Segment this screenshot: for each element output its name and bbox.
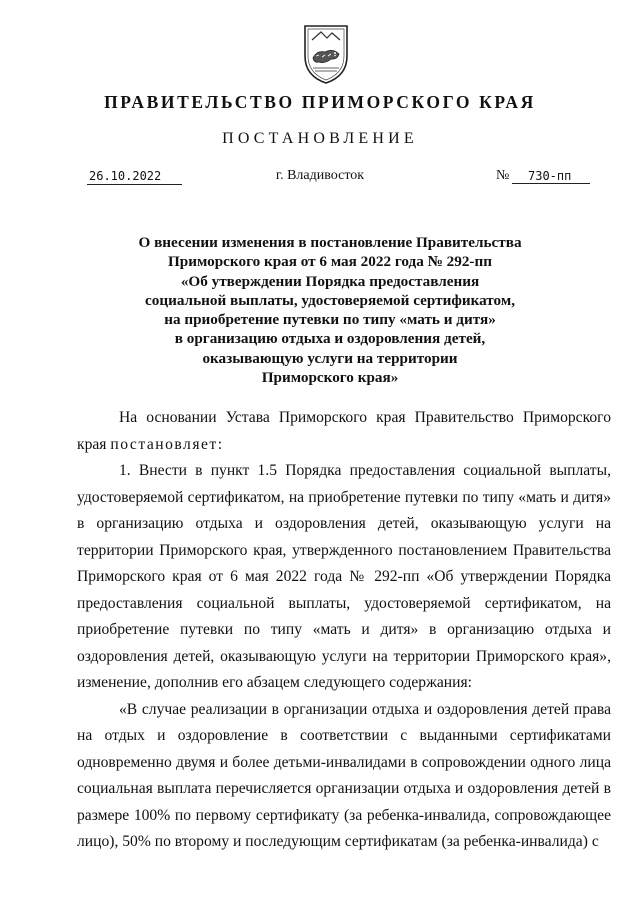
government-title: ПРАВИТЕЛЬСТВО ПРИМОРСКОГО КРАЯ <box>104 92 536 112</box>
intro-decree-word: постановляет: <box>110 435 224 453</box>
subject-line: оказывающую услуги на территории <box>202 349 458 367</box>
subject-line: О внесении изменения в постановление Правительства <box>138 234 522 251</box>
subject-line: Приморского края от 6 мая 2022 года № 292-пп <box>167 253 492 271</box>
document-date: 26.10.2022 <box>87 168 182 185</box>
quote-paragraph: «В случае реализации в организации отдыха и оздоровления детей права на отдых и оздоровление в соответствии с выданными сертификатами одновременно двумя и более детьми-инвалидами в сопровождении одного лица социальная выплата перечисляется организации отдыха и оздоровления детей в размере 100% по первому сертификату (за ребенка-инвалида, сопровождающее лицо), 50% по второму и последующим сертификатам (за ребенка-инвалида) с <box>77 700 611 850</box>
meta-row <box>0 168 640 190</box>
subject-line: в организацию отдыха и оздоровления детей, <box>174 330 486 348</box>
document-body <box>77 405 611 856</box>
document-number: 730-пп <box>512 168 590 184</box>
subject-line: «Об утверждении Порядка предоставления <box>180 272 480 290</box>
subject-line: социальной выплаты, удостоверяемой сертификатом, <box>144 291 516 309</box>
document-subject <box>120 233 540 387</box>
item-1-paragraph: 1. Внести в пункт 1.5 Порядка предоставления социальной выплаты, удостоверяемой сертификатом, на приобретение путевки по типу «мать и дитя» в организацию отдыха и оздоровления детей, оказывающую услуги на территории Приморского края, утвержденного постановлением Правительства Приморского края от 6 мая 2022 года № 292-пп «Об утверждении Порядка предоставления социальной выплаты, удостоверяемой сертификатом, на приобретение путевки по типу «мать и дитя» в организацию отдыха и оздоровления детей, оказывающую услуги на территории Приморского края», изменение, дополнив его абзацем следующего содержания: <box>77 462 611 691</box>
number-label: № <box>496 168 510 183</box>
document-type: ПОСТАНОВЛЕНИЕ <box>222 130 418 147</box>
subject-line: Приморского края» <box>261 369 399 387</box>
document-city: г. Владивосток <box>275 168 365 183</box>
intro-text: На основании Устава Приморского края Правительство Приморского края <box>77 409 611 453</box>
subject-line: на приобретение путевки по типу «мать и дитя» <box>164 311 496 329</box>
coat-of-arms-emblem <box>301 22 351 86</box>
intro-paragraph <box>77 405 611 458</box>
